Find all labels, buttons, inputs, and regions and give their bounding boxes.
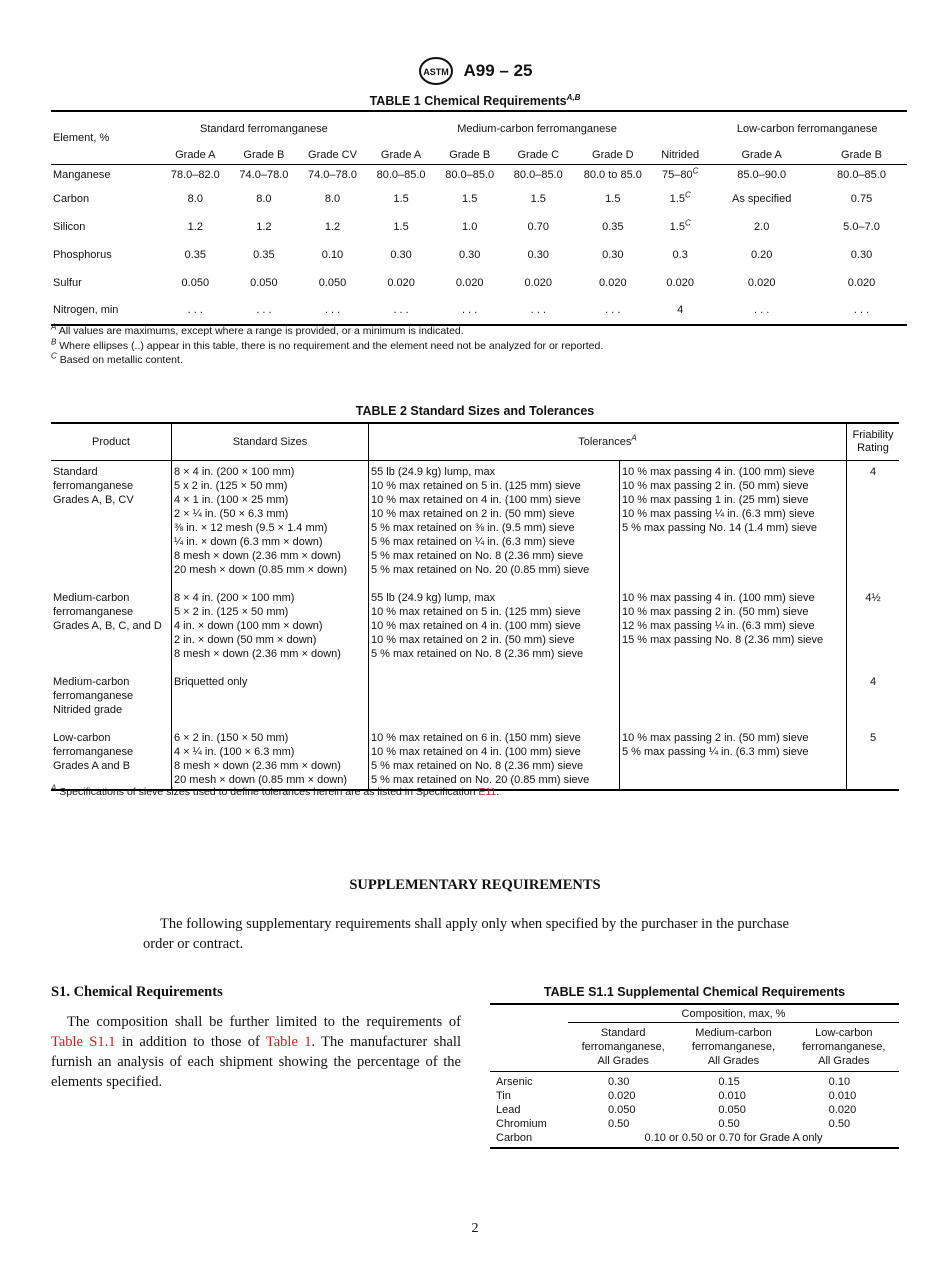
table-cell: . . .: [853, 304, 870, 316]
table-cell: 0.020: [455, 276, 484, 289]
table-cell: 74.0–78.0: [308, 168, 357, 181]
product-header: Product: [51, 423, 172, 461]
table-cell: . . .: [187, 304, 203, 316]
table-row: [51, 213, 907, 241]
table-row: [490, 1072, 899, 1090]
table-cell: 0.050: [718, 1104, 746, 1116]
element-name: Phosphorus: [53, 248, 112, 261]
table-cell: 0.10: [828, 1076, 851, 1088]
table-cell: 0.050: [318, 276, 347, 289]
element-name: Silicon: [53, 220, 86, 233]
table-cell: 0.35: [602, 220, 624, 233]
table-cell: 0.020: [828, 1104, 857, 1116]
table-cell: 78.0–82.0: [170, 168, 220, 181]
product-cell: Standard ferromanganese Grades A, B, CV: [51, 461, 172, 592]
table-cell: 85.0–90.0: [737, 168, 787, 181]
e11-link[interactable]: E11: [478, 786, 497, 798]
table2-footnote: $^A$ Specifications of sieve sizes used to define tolerances herein are as listed in Specification E11.: [51, 783, 500, 798]
logo-text: ASTM: [422, 67, 449, 77]
table-cell: $75-80^C$: [662, 166, 699, 181]
retained-cell: 55 lb (24.9 kg) lump, max 10 % max retained on 5 in. (125 mm) sieve 10 % max retained on 4 in. (100 mm) sieve 10 % max retained on 2 in. (50 mm) sieve 5 % max retained on No. 8 (2.36 mm) sieve: [369, 591, 620, 675]
grade-header: Grade CV: [308, 149, 357, 161]
table-cell: 0.020: [524, 276, 553, 289]
sizes-cell: 6 × 2 in. (150 × 50 mm) 4 × ¼ in. (100 × 6.3 mm) 8 mesh × down (2.36 mm × down) 20 mesh × down (0.85 mm × down): [172, 731, 369, 790]
table-cell: 0.15: [718, 1076, 740, 1088]
table-cell: 0.020: [608, 1090, 636, 1102]
table-cell: 0.30: [608, 1076, 630, 1088]
grade-header: Grade A: [380, 149, 422, 161]
table-cell: 0.010: [718, 1090, 746, 1102]
table-cell: . . .: [324, 304, 341, 316]
table-cell: 0.050: [608, 1104, 636, 1116]
retained-cell: 55 lb (24.9 kg) lump, max 10 % max retained on 5 in. (125 mm) sieve 10 % max retained on 4 in. (100 mm) sieve 10 % max retained on 2 in. (50 mm) sieve 5 % max retained on ⅜ in. (9.5 mm) sieve 5 % max retained on ¼ in. (6.3 mm) sieve 5 % max retained on No. 8 (2.36 mm) sieve 5 % max retained on No. 20 (0.85 mm) sieve: [369, 461, 620, 592]
product-cell: Low-carbon ferromanganese Grades A and B: [51, 731, 172, 790]
table-row: [51, 731, 899, 790]
table-cell: 0.050: [181, 276, 210, 289]
product-cell: Medium-carbon ferromanganese Nitrided grade: [51, 675, 172, 731]
table-cell: 0.20: [750, 248, 773, 261]
table-cell: 1.5: [605, 192, 621, 205]
table-cell: . . .: [256, 304, 272, 316]
element-name: Sulfur: [53, 276, 82, 289]
table-cell: 0.020: [387, 276, 415, 289]
table-cell: . . .: [530, 304, 546, 316]
table1-footnote-a: $^A$ All values are maximums, except where a range is provided, or a minimum is indicated.: [51, 322, 464, 337]
tolerances-header: Tolerances$^A$: [369, 423, 847, 461]
grade-header: Grade B: [449, 149, 491, 161]
element-name: Carbon: [496, 1132, 533, 1144]
friability-cell: 4: [847, 675, 900, 731]
table-s1-link[interactable]: Table S1.1: [51, 1034, 116, 1050]
grade-header: Grade D: [592, 149, 634, 161]
table-cell: 0.35: [253, 248, 275, 261]
grade-header: Grade A: [175, 149, 216, 161]
table1-link[interactable]: Table 1: [265, 1034, 312, 1050]
table-cell: 8.0: [324, 192, 341, 205]
table-cell: 4: [677, 304, 684, 316]
table-row: [51, 675, 899, 731]
table-row: [490, 1117, 899, 1131]
s1-paragraph: The composition shall be further limited to the requirements of Table S1.1 in addition to those of Table 1. The manufacturer shall furnish an analysis of each shipment showing the percentage of the elements specified.: [51, 1014, 461, 1090]
table-cell: 1.5: [393, 192, 409, 205]
grade-header: Grade B: [841, 149, 882, 161]
table-cell: 1.2: [324, 220, 341, 233]
table-cell: . . .: [393, 304, 409, 316]
friability-cell: 4: [847, 461, 900, 592]
table-row: [51, 241, 907, 269]
table-row: [51, 165, 907, 185]
table-cell: 0.70: [527, 220, 549, 233]
sizes-cell: 8 × 4 in. (200 × 100 mm) 5 × 2 in. (125 × 50 mm) 4 in. × down (100 mm × down) 2 in. × down (50 mm × down) 8 mesh × down (2.36 mm × down): [172, 591, 369, 675]
table-cell: 0.50: [828, 1118, 851, 1130]
passing-cell: 10 % max passing 2 in. (50 mm) sieve 5 % max passing ¼ in. (6.3 mm) sieve: [620, 731, 847, 790]
element-name: Nitrogen, min: [53, 304, 119, 316]
table-cell: 0.30: [390, 248, 412, 261]
supplementary-intro: The following supplementary requirements shall apply only when specified by the purchaser in the purchase order or contract.: [143, 916, 789, 952]
astm-logo-icon: [418, 56, 454, 86]
table-cell: $1.5^C$: [669, 217, 691, 233]
table-cell: 0.30: [527, 248, 549, 261]
table-cell: 8.0: [256, 192, 272, 205]
table-row: [51, 269, 907, 297]
element-name: Chromium: [496, 1118, 547, 1130]
table-cell: 5.0–7.0: [843, 220, 880, 233]
table-cell: 0.30: [458, 248, 481, 261]
document-header: [0, 56, 950, 86]
table2-caption: TABLE 2 Standard Sizes and Tolerances: [355, 404, 595, 418]
group-header: Medium-carbon ferromanganese: [457, 123, 617, 135]
table-cell: $1.5^C$: [669, 189, 691, 205]
table-cell: As specified: [732, 192, 792, 205]
table-cell: 0.50: [718, 1118, 740, 1130]
table-cell: 80.0–85.0: [376, 168, 426, 181]
table1-footnote-c: $^C$ Based on metallic content.: [51, 351, 183, 366]
table-row: [51, 185, 907, 213]
passing-cell: [620, 675, 847, 731]
supplementary-heading: SUPPLEMENTARY REQUIREMENTS: [349, 877, 601, 893]
page-number: 2: [471, 1221, 479, 1236]
table-cell: 0.3: [672, 248, 688, 261]
composition-header: Composition, max, %: [568, 1004, 899, 1023]
grade-header: Nitrided: [661, 149, 700, 161]
table-cell: 1.5: [530, 192, 546, 205]
friability-header: Friability Rating: [847, 423, 900, 461]
table-cell: 0.30: [602, 248, 624, 261]
table-row: [490, 1131, 899, 1148]
table-cell: 0.010: [828, 1090, 857, 1102]
table-cell: 0.30: [850, 248, 873, 261]
passing-cell: 10 % max passing 4 in. (100 mm) sieve 10 % max passing 2 in. (50 mm) sieve 12 % max passing ¼ in. (6.3 mm) sieve 15 % max passing No. 8 (2.36 mm) sieve: [620, 591, 847, 675]
table-cell: . . .: [605, 304, 621, 316]
table-cell: 1.0: [462, 220, 478, 233]
table2-sizes-tolerances: [51, 422, 899, 791]
carbon-value: 0.10 or 0.50 or 0.70 for Grade A only: [644, 1132, 823, 1144]
sizes-cell: Briquetted only: [172, 675, 369, 731]
table-cell: 0.75: [850, 192, 873, 205]
table-s1-caption: TABLE S1.1 Supplemental Chemical Requirements: [543, 985, 846, 999]
table-row: [490, 1103, 899, 1117]
table-cell: 8.0: [187, 192, 203, 205]
table1-caption: TABLE 1 Chemical Requirements$^{A,B}$: [369, 92, 581, 108]
column-header: Standard ferromanganese, All Grades: [581, 1027, 665, 1067]
table-cell: 80.0–85.0: [513, 168, 563, 181]
table-cell: 1.2: [256, 220, 272, 233]
table-cell: 0.50: [608, 1118, 630, 1130]
table-cell: 0.35: [184, 248, 206, 261]
table-cell: 80.0–85.0: [837, 168, 886, 181]
table-cell: 1.5: [393, 220, 409, 233]
table-cell: 80.0–85.0: [445, 168, 495, 181]
document-title: A99 – 25: [463, 61, 533, 80]
table-cell: 0.020: [747, 276, 776, 289]
table-cell: 0.020: [599, 276, 627, 289]
table-cell: 0.050: [250, 276, 278, 289]
table-cell: 1.2: [187, 220, 203, 233]
table-cell: . . .: [754, 304, 770, 316]
table-cell: 2.0: [754, 220, 770, 233]
element-name: Arsenic: [496, 1076, 533, 1088]
grade-header: Grade C: [517, 149, 560, 161]
table-row: [51, 297, 907, 325]
grade-header: Grade B: [243, 149, 285, 161]
table-cell: 0.10: [321, 248, 344, 261]
retained-cell: 10 % max retained on 6 in. (150 mm) sieve 10 % max retained on 4 in. (100 mm) sieve 5 % max retained on No. 8 (2.36 mm) sieve 5 % max retained on No. 20 (0.85 mm) sieve: [369, 731, 620, 790]
table-cell: 1.5: [462, 192, 478, 205]
table-cell: 0.020: [666, 276, 694, 289]
table-row: [490, 1089, 899, 1103]
table-cell: 80.0 to 85.0: [583, 168, 642, 181]
retained-cell: [369, 675, 620, 731]
element-name: Tin: [496, 1090, 511, 1102]
table1-chemical-requirements: [51, 110, 907, 326]
passing-cell: 10 % max passing 4 in. (100 mm) sieve 10 % max passing 2 in. (50 mm) sieve 10 % max passing 1 in. (25 mm) sieve 10 % max passing ¼ in. (6.3 mm) sieve 5 % max passing No. 14 (1.4 mm) sieve: [620, 461, 847, 592]
table-row: [51, 461, 899, 592]
table-cell: 0.020: [847, 276, 876, 289]
table-s1-supplemental: [490, 1003, 899, 1149]
table-cell: . . .: [462, 304, 478, 316]
s1-heading: S1. Chemical Requirements: [51, 984, 223, 1000]
element-name: Carbon: [53, 192, 90, 205]
group-header: Low-carbon ferromanganese: [736, 123, 878, 135]
column-header: Low-carbon ferromanganese, All Grades: [802, 1027, 886, 1067]
grade-header: Grade A: [741, 149, 782, 161]
element-name: Manganese: [53, 168, 111, 181]
column-header: Medium-carbon ferromanganese, All Grades: [691, 1027, 776, 1067]
group-header: Standard ferromanganese: [199, 123, 328, 135]
element-header: Element, %: [51, 111, 161, 165]
element-name: Lead: [496, 1104, 521, 1116]
friability-cell: 4½: [847, 591, 900, 675]
sizes-cell: 8 × 4 in. (200 × 100 mm) 5 x 2 in. (125 × 50 mm) 4 × 1 in. (100 × 25 mm) 2 × ¼ in. (50 × 6.3 mm) ⅜ in. × 12 mesh (9.5 × 1.4 mm) ¼ in. × down (6.3 mm × down) 8 mesh × down (2.36 mm × down) 20 mesh × down (0.85 mm × down): [172, 461, 369, 592]
table1-footnote-b: $^B$ Where ellipses (..) appear in this table, there is no requirement and the element need not be analyzed for or reported.: [51, 337, 604, 352]
friability-cell: 5: [847, 731, 900, 790]
table-cell: 74.0–78.0: [239, 168, 289, 181]
table-row: [51, 591, 899, 675]
sizes-header: Standard Sizes: [172, 423, 369, 461]
product-cell: Medium-carbon ferromanganese Grades A, B, C, and D: [51, 591, 172, 675]
